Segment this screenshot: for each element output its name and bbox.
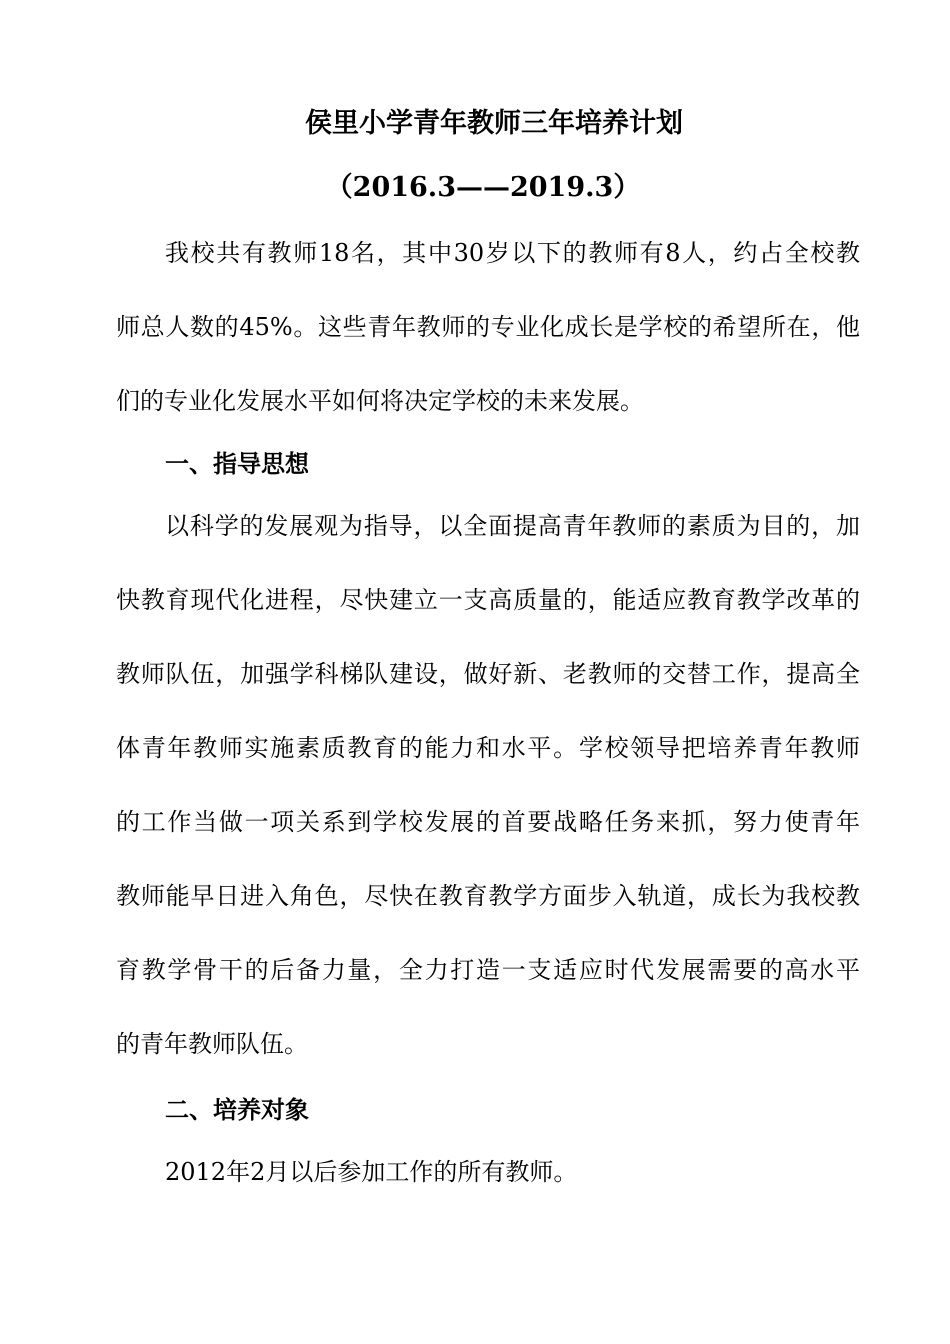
section1-line: 快教育现代化进程，尽快建立一支高质量的，能适应教育教学改革的 bbox=[116, 586, 860, 614]
document-title: 侯里小学青年教师三年培养计划 bbox=[305, 108, 683, 139]
section1-line: 教师能早日进入角色，尽快在教育教学方面步入轨道，成长为我校教 bbox=[116, 882, 860, 910]
section1-line: 的工作当做一项关系到学校发展的首要战略任务来抓，努力使青年 bbox=[116, 808, 860, 836]
section-heading-guiding-idea: 一、指导思想 bbox=[165, 450, 309, 478]
section1-line: 体青年教师实施素质教育的能力和水平。学校领导把培养青年教师 bbox=[116, 734, 860, 762]
section2-line: 2012年2月以后参加工作的所有教师。 bbox=[165, 1158, 578, 1186]
section1-line: 育教学骨干的后备力量，全力打造一支适应时代发展需要的高水平 bbox=[116, 956, 860, 984]
section1-line: 以科学的发展观为指导，以全面提高青年教师的素质为目的，加 bbox=[165, 512, 860, 540]
intro-line: 师总人数的45%。这些青年教师的专业化成长是学校的希望所在，他 bbox=[116, 313, 860, 341]
intro-line: 们的专业化发展水平如何将决定学校的未来发展。 bbox=[116, 387, 644, 415]
section1-line: 的青年教师队伍。 bbox=[116, 1030, 308, 1058]
intro-line: 我校共有教师18名，其中30岁以下的教师有8人，约占全校教 bbox=[165, 239, 860, 267]
section1-line: 教师队伍，加强学科梯队建设，做好新、老教师的交替工作，提高全 bbox=[116, 660, 860, 688]
section-heading-training-target: 二、培养对象 bbox=[165, 1096, 309, 1124]
document-period: （2016.3——2019.3） bbox=[325, 172, 641, 203]
